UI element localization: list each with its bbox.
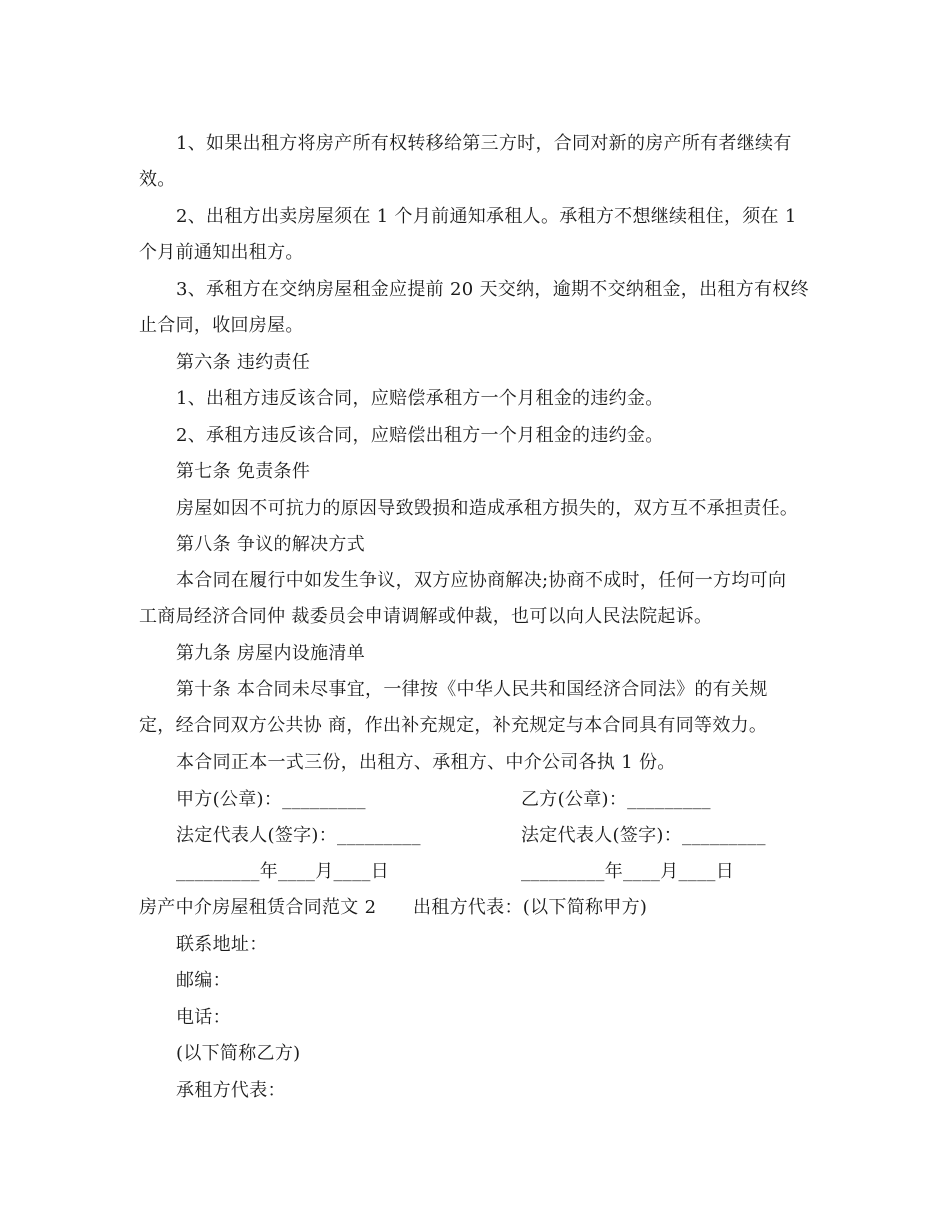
paragraph: 第十条 本合同未尽事宜，一律按《中华人民共和国经济合同法》的有关规 [176,679,768,700]
paragraph: 本合同正本一式三份，出租方、承租方、中介公司各执 1 份。 [176,752,676,773]
paragraph: 工商局经济合同仲 裁委员会申请调解或仲裁，也可以向人民法院起诉。 [139,606,713,627]
section-heading: 第九条 房屋内设施清单 [176,643,366,664]
paragraph: 2、承租方违反该合同，应赔偿出租方一个月租金的违约金。 [176,425,664,446]
section-heading: 第八条 争议的解决方式 [176,534,366,555]
party-b-abbr: (以下简称乙方) [176,1043,301,1064]
address-label: 联系地址： [176,934,268,955]
paragraph: 2、出租方出卖房屋须在 1 个月前通知承租人。承租方不想继续租住，须在 1 [176,206,797,227]
paragraph: 效。 [139,169,176,190]
second-contract-title: 房产中介房屋租赁合同范文 2 出租方代表：(以下简称甲方) [139,897,648,918]
paragraph: 本合同在履行中如发生争议，双方应协商解决;协商不成时，任何一方均可向 [176,570,787,591]
party-a-seal-field: 甲方(公章)：_________ [176,789,366,810]
paragraph: 个月前通知出租方。 [139,242,304,263]
tenant-rep-label: 承租方代表： [176,1080,286,1101]
paragraph: 1、如果出租方将房产所有权转移给第三方时，合同对新的房产所有者继续有 [176,133,792,154]
section-heading: 第七条 免责条件 [176,461,311,482]
paragraph: 1、出租方违反该合同，应赔偿承租方一个月租金的违约金。 [176,388,664,409]
paragraph: 止合同，收回房屋。 [139,315,304,336]
paragraph: 3、承租方在交纳房屋租金应提前 20 天交纳，逾期不交纳租金，出租方有权终 [176,279,809,300]
party-b-seal-field: 乙方(公章)：_________ [521,789,711,810]
party-a-rep-field: 法定代表人(签字)：_________ [176,825,421,846]
phone-label: 电话： [176,1007,231,1028]
party-b-date-field: _________年____月____日 [521,861,734,882]
party-a-date-field: _________年____月____日 [176,861,389,882]
paragraph: 房屋如因不可抗力的原因导致毁损和造成承租方损失的，双方互不承担责任。 [176,498,799,519]
party-b-rep-field: 法定代表人(签字)：_________ [521,825,766,846]
section-heading: 第六条 违约责任 [176,352,311,373]
paragraph: 定，经合同双方公共协 商，作出补充规定，补充规定与本合同具有同等效力。 [139,715,768,736]
postcode-label: 邮编： [176,970,231,991]
